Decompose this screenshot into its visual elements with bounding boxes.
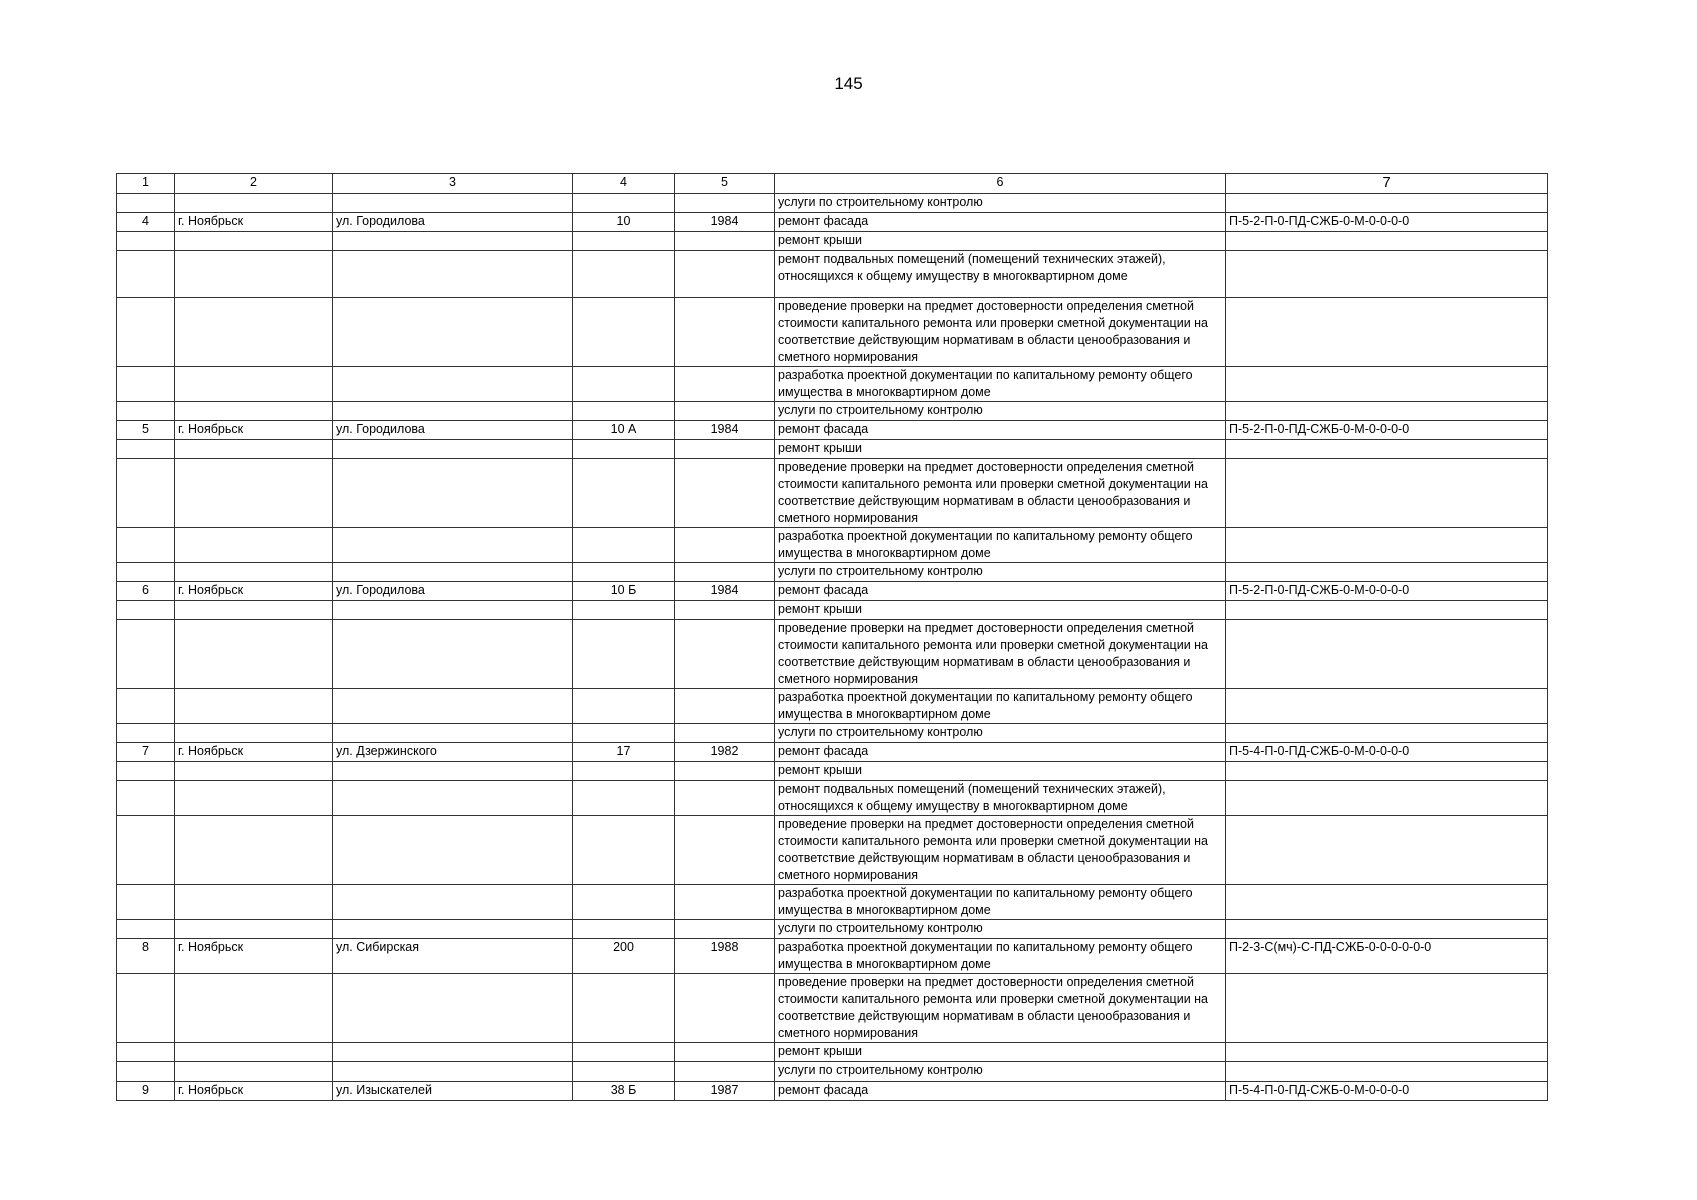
cell-number: [117, 816, 175, 885]
cell-number: 7: [117, 743, 175, 762]
cell-work-type: проведение проверки на предмет достоверности определения сметной стоимости капитального ремонта или проверки сметной документации на соответствие действующим нормативам в области ценообразования и сметного нормирования: [775, 298, 1226, 367]
table-row: [117, 762, 1548, 781]
cell-house: [573, 885, 675, 920]
cell-number: [117, 459, 175, 528]
cell-street: [333, 974, 573, 1043]
cell-project-code: [1226, 194, 1548, 213]
table-row: [117, 213, 1548, 232]
cell-city: [175, 816, 333, 885]
cell-number: 6: [117, 582, 175, 601]
cell-number: [117, 251, 175, 298]
cell-project-code: [1226, 251, 1548, 298]
cell-street: [333, 781, 573, 816]
table-row: [117, 974, 1548, 1043]
cell-year: [675, 689, 775, 724]
cell-street: [333, 1062, 573, 1082]
cell-work-type: ремонт крыши: [775, 762, 1226, 781]
cell-street: [333, 298, 573, 367]
cell-city: [175, 920, 333, 939]
table-row: [117, 724, 1548, 743]
cell-house: 10 Б: [573, 582, 675, 601]
cell-street: [333, 724, 573, 743]
cell-street: [333, 232, 573, 251]
table-row: [117, 601, 1548, 620]
cell-city: [175, 459, 333, 528]
cell-house: [573, 762, 675, 781]
works-table: [116, 173, 1548, 1101]
cell-house: 10: [573, 213, 675, 232]
table-row: [117, 920, 1548, 939]
cell-number: 8: [117, 939, 175, 974]
cell-house: [573, 601, 675, 620]
cell-project-code: П-5-4-П-0-ПД-СЖБ-0-М-0-0-0-0: [1226, 1082, 1548, 1101]
cell-number: [117, 724, 175, 743]
cell-street: [333, 528, 573, 563]
table-row: [117, 232, 1548, 251]
header-col-2: 2: [175, 174, 333, 194]
cell-work-type: разработка проектной документации по капитальному ремонту общего имущества в многоквартирном доме: [775, 689, 1226, 724]
cell-number: [117, 620, 175, 689]
cell-street: ул. Городилова: [333, 582, 573, 601]
cell-house: [573, 528, 675, 563]
table-row: [117, 563, 1548, 582]
cell-year: [675, 1062, 775, 1082]
cell-number: [117, 762, 175, 781]
cell-city: [175, 762, 333, 781]
cell-house: [573, 194, 675, 213]
cell-work-type: проведение проверки на предмет достоверности определения сметной стоимости капитального ремонта или проверки сметной документации на соответствие действующим нормативам в области ценообразования и сметного нормирования: [775, 974, 1226, 1043]
cell-street: ул. Городилова: [333, 213, 573, 232]
cell-year: 1988: [675, 939, 775, 974]
cell-work-type: проведение проверки на предмет достоверности определения сметной стоимости капитального ремонта или проверки сметной документации на соответствие действующим нормативам в области ценообразования и сметного нормирования: [775, 816, 1226, 885]
cell-year: [675, 1043, 775, 1062]
cell-project-code: [1226, 367, 1548, 402]
cell-work-type: ремонт фасада: [775, 1082, 1226, 1101]
cell-work-type: ремонт крыши: [775, 601, 1226, 620]
cell-street: ул. Сибирская: [333, 939, 573, 974]
cell-street: [333, 402, 573, 421]
cell-year: [675, 194, 775, 213]
cell-year: [675, 885, 775, 920]
cell-number: [117, 974, 175, 1043]
cell-year: [675, 620, 775, 689]
cell-project-code: [1226, 689, 1548, 724]
cell-year: [675, 601, 775, 620]
cell-year: 1982: [675, 743, 775, 762]
cell-street: [333, 601, 573, 620]
table-row: [117, 367, 1548, 402]
cell-work-type: проведение проверки на предмет достоверности определения сметной стоимости капитального ремонта или проверки сметной документации на соответствие действующим нормативам в области ценообразования и сметного нормирования: [775, 459, 1226, 528]
cell-year: 1984: [675, 582, 775, 601]
table-row: [117, 421, 1548, 440]
header-col-6: 6: [775, 174, 1226, 194]
cell-number: [117, 563, 175, 582]
cell-work-type: разработка проектной документации по капитальному ремонту общего имущества в многоквартирном доме: [775, 367, 1226, 402]
cell-work-type: проведение проверки на предмет достоверности определения сметной стоимости капитального ремонта или проверки сметной документации на соответствие действующим нормативам в области ценообразования и сметного нормирования: [775, 620, 1226, 689]
header-col-5: 5: [675, 174, 775, 194]
cell-city: [175, 563, 333, 582]
cell-work-type: разработка проектной документации по капитальному ремонту общего имущества в многоквартирном доме: [775, 939, 1226, 974]
cell-work-type: разработка проектной документации по капитальному ремонту общего имущества в многоквартирном доме: [775, 885, 1226, 920]
cell-street: [333, 689, 573, 724]
cell-year: 1984: [675, 421, 775, 440]
cell-project-code: [1226, 781, 1548, 816]
table-header-row: [117, 174, 1548, 194]
table-row: [117, 743, 1548, 762]
cell-house: 38 Б: [573, 1082, 675, 1101]
table-row: [117, 816, 1548, 885]
cell-year: [675, 402, 775, 421]
cell-number: 9: [117, 1082, 175, 1101]
cell-house: 17: [573, 743, 675, 762]
cell-house: [573, 974, 675, 1043]
cell-house: [573, 1062, 675, 1082]
cell-work-type: ремонт фасада: [775, 743, 1226, 762]
cell-city: [175, 781, 333, 816]
cell-city: г. Ноябрьск: [175, 939, 333, 974]
cell-work-type: ремонт фасада: [775, 421, 1226, 440]
cell-number: 4: [117, 213, 175, 232]
cell-number: [117, 298, 175, 367]
cell-house: 10 А: [573, 421, 675, 440]
cell-street: [333, 1043, 573, 1062]
cell-street: [333, 459, 573, 528]
cell-city: [175, 402, 333, 421]
cell-project-code: П-2-3-С(мч)-С-ПД-СЖБ-0-0-0-0-0-0: [1226, 939, 1548, 974]
cell-city: [175, 620, 333, 689]
cell-number: [117, 689, 175, 724]
cell-city: г. Ноябрьск: [175, 213, 333, 232]
cell-work-type: разработка проектной документации по капитальному ремонту общего имущества в многоквартирном доме: [775, 528, 1226, 563]
cell-house: [573, 689, 675, 724]
cell-year: 1987: [675, 1082, 775, 1101]
cell-year: [675, 298, 775, 367]
cell-work-type: ремонт подвальных помещений (помещений технических этажей), относящихся к общему имуществу в многоквартирном доме: [775, 251, 1226, 298]
cell-street: [333, 367, 573, 402]
table-row: [117, 939, 1548, 974]
cell-house: [573, 781, 675, 816]
cell-city: [175, 232, 333, 251]
cell-project-code: [1226, 232, 1548, 251]
cell-street: ул. Изыскателей: [333, 1082, 573, 1101]
cell-project-code: [1226, 620, 1548, 689]
cell-year: [675, 528, 775, 563]
cell-year: [675, 974, 775, 1043]
cell-work-type: услуги по строительному контролю: [775, 194, 1226, 213]
cell-project-code: П-5-2-П-0-ПД-СЖБ-0-М-0-0-0-0: [1226, 213, 1548, 232]
table-row: [117, 251, 1548, 298]
cell-work-type: ремонт крыши: [775, 232, 1226, 251]
cell-number: [117, 885, 175, 920]
cell-city: г. Ноябрьск: [175, 1082, 333, 1101]
table-row: [117, 885, 1548, 920]
cell-house: [573, 440, 675, 459]
cell-work-type: ремонт крыши: [775, 1043, 1226, 1062]
cell-city: [175, 1043, 333, 1062]
cell-city: [175, 1062, 333, 1082]
cell-year: [675, 762, 775, 781]
table-row: [117, 781, 1548, 816]
cell-year: [675, 232, 775, 251]
cell-house: [573, 367, 675, 402]
cell-number: [117, 440, 175, 459]
cell-house: 200: [573, 939, 675, 974]
cell-year: [675, 816, 775, 885]
cell-city: [175, 601, 333, 620]
table-row: [117, 582, 1548, 601]
cell-house: [573, 402, 675, 421]
cell-street: [333, 251, 573, 298]
cell-city: г. Ноябрьск: [175, 743, 333, 762]
cell-work-type: ремонт фасада: [775, 582, 1226, 601]
cell-house: [573, 724, 675, 743]
cell-city: [175, 440, 333, 459]
header-col-3: 3: [333, 174, 573, 194]
cell-work-type: ремонт крыши: [775, 440, 1226, 459]
cell-project-code: [1226, 816, 1548, 885]
cell-project-code: [1226, 885, 1548, 920]
cell-number: [117, 1062, 175, 1082]
cell-project-code: [1226, 563, 1548, 582]
cell-city: [175, 724, 333, 743]
cell-house: [573, 563, 675, 582]
table-row: [117, 1082, 1548, 1101]
cell-year: 1984: [675, 213, 775, 232]
cell-year: [675, 781, 775, 816]
cell-house: [573, 816, 675, 885]
header-col-4: 4: [573, 174, 675, 194]
table-row: [117, 459, 1548, 528]
cell-project-code: [1226, 402, 1548, 421]
cell-city: [175, 885, 333, 920]
cell-work-type: услуги по строительному контролю: [775, 724, 1226, 743]
cell-city: [175, 367, 333, 402]
cell-house: [573, 251, 675, 298]
table-row: [117, 528, 1548, 563]
cell-work-type: услуги по строительному контролю: [775, 402, 1226, 421]
cell-street: [333, 563, 573, 582]
cell-project-code: [1226, 459, 1548, 528]
cell-project-code: [1226, 974, 1548, 1043]
cell-street: [333, 620, 573, 689]
cell-number: [117, 402, 175, 421]
cell-street: [333, 816, 573, 885]
cell-project-code: П-5-4-П-0-ПД-СЖБ-0-М-0-0-0-0: [1226, 743, 1548, 762]
cell-city: [175, 974, 333, 1043]
cell-number: [117, 367, 175, 402]
cell-year: [675, 459, 775, 528]
cell-project-code: [1226, 1062, 1548, 1082]
cell-project-code: [1226, 440, 1548, 459]
cell-city: г. Ноябрьск: [175, 582, 333, 601]
cell-number: [117, 232, 175, 251]
table-row: [117, 1043, 1548, 1062]
cell-street: ул. Городилова: [333, 421, 573, 440]
cell-city: г. Ноябрьск: [175, 421, 333, 440]
cell-project-code: П-5-2-П-0-ПД-СЖБ-0-М-0-0-0-0: [1226, 421, 1548, 440]
cell-work-type: ремонт подвальных помещений (помещений технических этажей), относящихся к общему имуществу в многоквартирном доме: [775, 781, 1226, 816]
page-number: 145: [834, 74, 863, 93]
cell-street: [333, 762, 573, 781]
cell-street: [333, 885, 573, 920]
cell-work-type: услуги по строительному контролю: [775, 1062, 1226, 1082]
cell-project-code: [1226, 528, 1548, 563]
cell-year: [675, 251, 775, 298]
cell-work-type: ремонт фасада: [775, 213, 1226, 232]
cell-work-type: услуги по строительному контролю: [775, 563, 1226, 582]
table-row: [117, 440, 1548, 459]
cell-street: ул. Дзержинского: [333, 743, 573, 762]
header-col-1: 1: [117, 174, 175, 194]
cell-city: [175, 298, 333, 367]
cell-project-code: [1226, 724, 1548, 743]
cell-number: [117, 781, 175, 816]
cell-year: [675, 724, 775, 743]
cell-year: [675, 920, 775, 939]
cell-number: [117, 194, 175, 213]
cell-project-code: [1226, 762, 1548, 781]
cell-house: [573, 459, 675, 528]
table-row: [117, 194, 1548, 213]
table-row: [117, 1062, 1548, 1082]
cell-city: [175, 194, 333, 213]
cell-project-code: [1226, 1043, 1548, 1062]
cell-house: [573, 920, 675, 939]
cell-city: [175, 251, 333, 298]
cell-city: [175, 528, 333, 563]
cell-street: [333, 920, 573, 939]
cell-house: [573, 1043, 675, 1062]
cell-project-code: [1226, 601, 1548, 620]
cell-number: [117, 920, 175, 939]
table-row: [117, 402, 1548, 421]
cell-year: [675, 440, 775, 459]
cell-year: [675, 367, 775, 402]
cell-number: [117, 528, 175, 563]
cell-project-code: [1226, 298, 1548, 367]
cell-number: 5: [117, 421, 175, 440]
cell-number: [117, 1043, 175, 1062]
cell-city: [175, 689, 333, 724]
cell-house: [573, 298, 675, 367]
cell-house: [573, 620, 675, 689]
cell-work-type: услуги по строительному контролю: [775, 920, 1226, 939]
table-row: [117, 298, 1548, 367]
cell-project-code: [1226, 920, 1548, 939]
table-row: [117, 689, 1548, 724]
cell-street: [333, 194, 573, 213]
table-row: [117, 620, 1548, 689]
cell-project-code: П-5-2-П-0-ПД-СЖБ-0-М-0-0-0-0: [1226, 582, 1548, 601]
table-body: [117, 194, 1548, 1101]
header-col-7: 7: [1226, 174, 1548, 194]
cell-street: [333, 440, 573, 459]
cell-number: [117, 601, 175, 620]
cell-year: [675, 563, 775, 582]
cell-house: [573, 232, 675, 251]
